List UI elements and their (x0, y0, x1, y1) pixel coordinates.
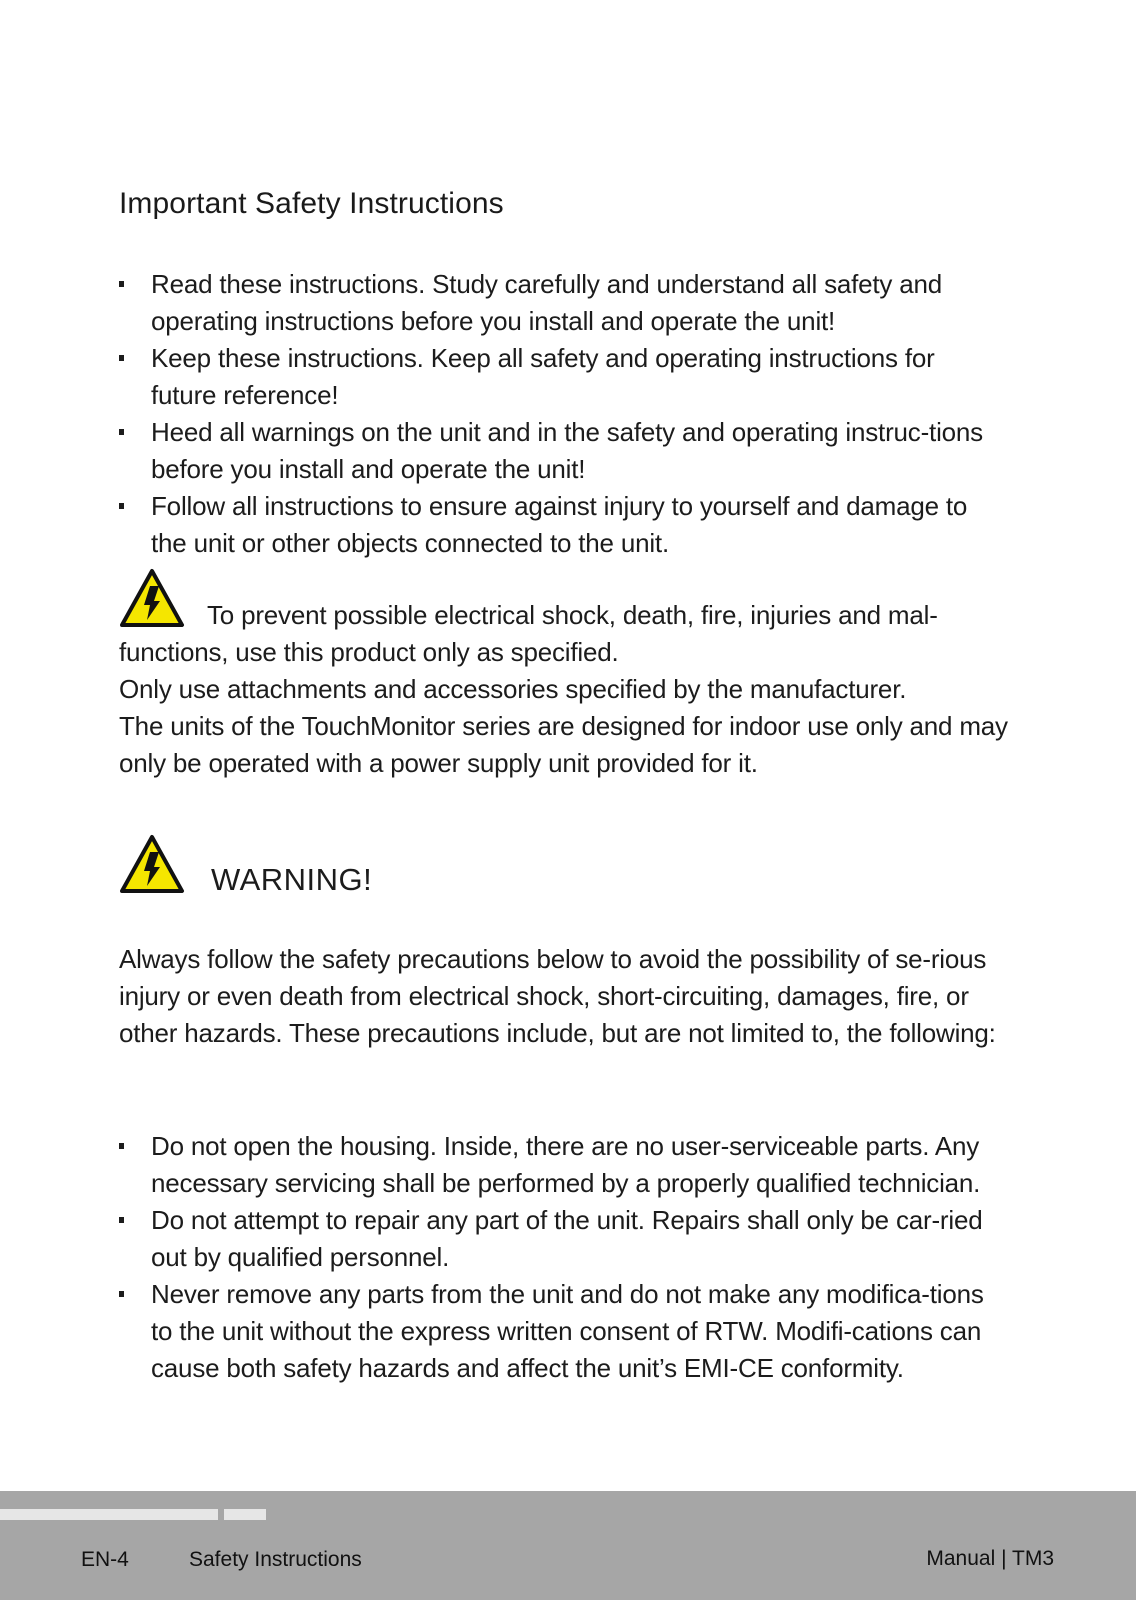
shock-notice (119, 568, 1019, 782)
precaution-list (119, 1128, 999, 1387)
footer-progress-bar (0, 1509, 218, 1520)
high-voltage-warning-icon (119, 834, 185, 894)
indoor-note: The units of the TouchMonitor series are designed for indoor use only and may only be operated with a power supply unit provided for it. (119, 711, 1008, 778)
section-name: Safety Instructions (189, 1548, 362, 1571)
shock-note-paragraph (119, 568, 1019, 671)
manual-title: Manual | TM3 (926, 1547, 1054, 1570)
list-item: Heed all warnings on the unit and in the safety and operating instruc-tions before you install and operate the unit! (119, 414, 999, 488)
warning-paragraph: Always follow the safety precautions below to avoid the possibility of se-rious injury or even death from electrical shock, short-circuiting, damages, fire, or other hazards. These precautions include, but are not limited to, the following: (119, 944, 996, 1048)
high-voltage-warning-icon (119, 568, 185, 628)
list-item: Do not attempt to repair any part of the unit. Repairs shall only be car-ried out by qualified personnel. (119, 1202, 999, 1276)
list-item: Do not open the housing. Inside, there are no user-serviceable parts. Any necessary servicing shall be performed by a properly qualified technician. (119, 1128, 999, 1202)
instruction-list (119, 266, 999, 562)
page-number: EN-4 (81, 1548, 129, 1571)
shock-note-text: To prevent possible electrical shock, death, fire, injuries and mal-functions, use this product only as specified. (119, 600, 938, 667)
page-title: Important Safety Instructions (119, 187, 504, 220)
page-footer (0, 1491, 1136, 1600)
attachments-note: Only use attachments and accessories specified by the manufacturer. (119, 674, 907, 704)
list-item: Read these instructions. Study carefully and understand all safety and operating instructions before you install and operate the unit! (119, 266, 999, 340)
list-item: Never remove any parts from the unit and do not make any modifica-tions to the unit without the express written consent of RTW. Modifi-cations can cause both safety hazards and affect the unit’s EMI-CE conformity. (119, 1276, 999, 1387)
footer-progress-marker (224, 1509, 266, 1520)
list-item: Keep these instructions. Keep all safety and operating instructions for future reference! (119, 340, 999, 414)
warning-title: WARNING! (211, 862, 373, 897)
list-item: Follow all instructions to ensure against injury to yourself and damage to the unit or other objects connected to the unit. (119, 488, 999, 562)
